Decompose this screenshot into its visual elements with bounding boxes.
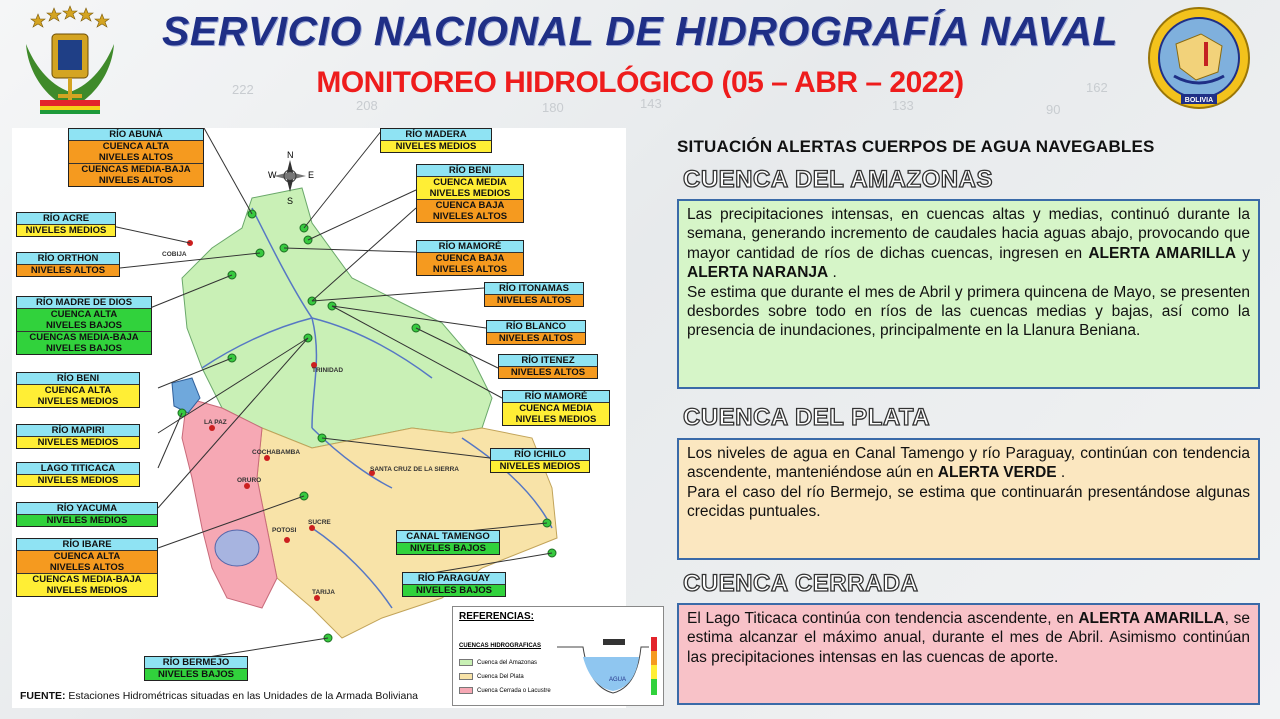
bg-number: 162	[1086, 80, 1108, 95]
water-label: AGUA	[609, 677, 627, 683]
reference-swatch	[459, 659, 473, 666]
reference-swatch	[459, 687, 473, 694]
compass-s: S	[287, 196, 294, 206]
reference-cerrada: Cuenca Cerrada o Lacustre	[459, 687, 551, 694]
references-legend	[452, 606, 664, 706]
city-name: TARIJA	[312, 589, 335, 596]
bg-number: 143	[640, 96, 662, 111]
page-subtitle: MONITOREO HIDROLÓGICO (05 – ABR – 2022)	[316, 66, 964, 99]
city-name: SANTA CRUZ DE LA SIERRA	[370, 466, 459, 473]
bg-number: 222	[232, 82, 254, 97]
city-name: SUCRE	[308, 519, 331, 526]
station-label-blanco: RÍO BLANCO NIVELES ALTOS	[486, 320, 586, 345]
station-label-mapiri: RÍO MAPIRI NIVELES MEDIOS	[16, 424, 140, 449]
station-label-itonamas: RÍO ITONAMAS NIVELES ALTOS	[484, 282, 584, 307]
water-level-diagram-icon	[553, 617, 661, 703]
station-label-yacuma: RÍO YACUMA NIVELES MEDIOS	[16, 502, 158, 527]
source-note: FUENTE: Estaciones Hidrométricas situadas en las Unidades de la Armada Boliviana	[20, 690, 419, 702]
city-name: LA PAZ	[204, 419, 227, 426]
station-label-itenez: RÍO ITENEZ NIVELES ALTOS	[498, 354, 598, 379]
cerrada-text-box: El Lago Titicaca continúa con tendencia ascendente, en ALERTA AMARILLA, se estima alcanzar el máximo anual, durante el mes de Abril. Asimismo continúan las precipitaciones intensas en las cuencas de aporte.	[677, 603, 1260, 705]
station-label-titicaca: LAGO TITICACA NIVELES MEDIOS	[16, 462, 140, 487]
references-subtitle: CUENCAS HIDROGRAFICAS	[459, 643, 542, 649]
station-label-ichilo: RÍO ICHILO NIVELES MEDIOS	[490, 448, 590, 473]
station-label-madera: RÍO MADERA NIVELES MEDIOS	[380, 128, 492, 153]
city-name: COBIJA	[162, 251, 187, 258]
city-name: COCHABAMBA	[252, 449, 301, 456]
city-name: POTOSI	[272, 527, 297, 534]
reference-swatch	[459, 673, 473, 680]
station-label-beni-media: RÍO BENI CUENCA MEDIA NIVELES MEDIOS CUENCA BAJA NIVELES ALTOS	[416, 164, 524, 223]
bg-number: 133	[892, 98, 914, 113]
station-label-bermejo: RÍO BERMEJO NIVELES BAJOS	[144, 656, 248, 681]
seal-bottom-text: BOLIVIA	[1184, 97, 1214, 104]
station-label-orthon: RÍO ORTHON NIVELES ALTOS	[16, 252, 120, 277]
reference-plata: Cuenca Del Plata	[459, 673, 524, 680]
reference-amazonas: Cuenca del Amazonas	[459, 659, 537, 666]
amazonas-text-box: Las precipitaciones intensas, en cuencas altas y medias, continuó durante la semana, generando incremento de caudales hacia aguas abajo, provocando que mayor cantidad de ríos de dichas cuencas, ingresen en ALERTA AMARILLA y ALERTA NARANJA . Se estima que durante el mes de Abril y primera quincena de Mayo, se presenten desbordes sobre todo en ríos de las cuencas medias y bajas, así como la presencia de inundaciones, principalmente en la Llanura Beniana.	[677, 199, 1260, 389]
station-label-paraguay: RÍO PARAGUAY NIVELES BAJOS	[402, 572, 506, 597]
station-label-tamengo: CANAL TAMENGO NIVELES BAJOS	[396, 530, 500, 555]
bg-number: 90	[1046, 102, 1061, 117]
plata-heading: CUENCA DEL PLATA	[683, 404, 931, 431]
bg-number: 208	[356, 98, 378, 113]
city-name: ORURO	[237, 477, 262, 484]
references-title: REFERENCIAS:	[459, 611, 535, 622]
section-title: SITUACIÓN ALERTAS CUERPOS DE AGUA NAVEGABLES	[677, 137, 1155, 156]
compass-w: W	[268, 170, 277, 180]
amazonas-heading: CUENCA DEL AMAZONAS	[683, 166, 993, 193]
bg-number: 180	[542, 100, 564, 115]
plata-text-box: Los niveles de agua en Canal Tamengo y río Paraguay, continúan con tendencia ascendente, manteniéndose aún en ALERTA VERDE . Para el caso del río Bermejo, se estima que continuarán presentándose algunas crecidas puntuales.	[677, 438, 1260, 560]
station-label-mamore-baja: RÍO MAMORÉ CUENCA BAJA NIVELES ALTOS	[416, 240, 524, 276]
city-name: TRINIDAD	[312, 367, 344, 374]
hydrography-seal-icon	[1146, 6, 1252, 110]
station-label-madre-de-dios: RÍO MADRE DE DIOS CUENCA ALTA NIVELES BAJOS CUENCAS MEDIA-BAJA NIVELES BAJOS	[16, 296, 152, 355]
compass-n: N	[287, 150, 294, 160]
cerrada-heading: CUENCA CERRADA	[683, 570, 919, 597]
navy-emblem-icon	[18, 4, 122, 116]
station-label-acre: RÍO ACRE NIVELES MEDIOS	[16, 212, 116, 237]
station-label-abuna: RÍO ABUNÁ CUENCA ALTA NIVELES ALTOS CUENCAS MEDIA-BAJA NIVELES ALTOS	[68, 128, 204, 187]
station-label-beni-alta: RÍO BENI CUENCA ALTA NIVELES MEDIOS	[16, 372, 140, 408]
page-title: SERVICIO NACIONAL DE HIDROGRAFÍA NAVAL	[162, 8, 1118, 54]
station-label-mamore-media: RÍO MAMORÉ CUENCA MEDIA NIVELES MEDIOS	[502, 390, 610, 426]
station-label-ibare: RÍO IBARE CUENCA ALTA NIVELES ALTOS CUENCAS MEDIA-BAJA NIVELES MEDIOS	[16, 538, 158, 597]
compass-e: E	[308, 170, 315, 180]
